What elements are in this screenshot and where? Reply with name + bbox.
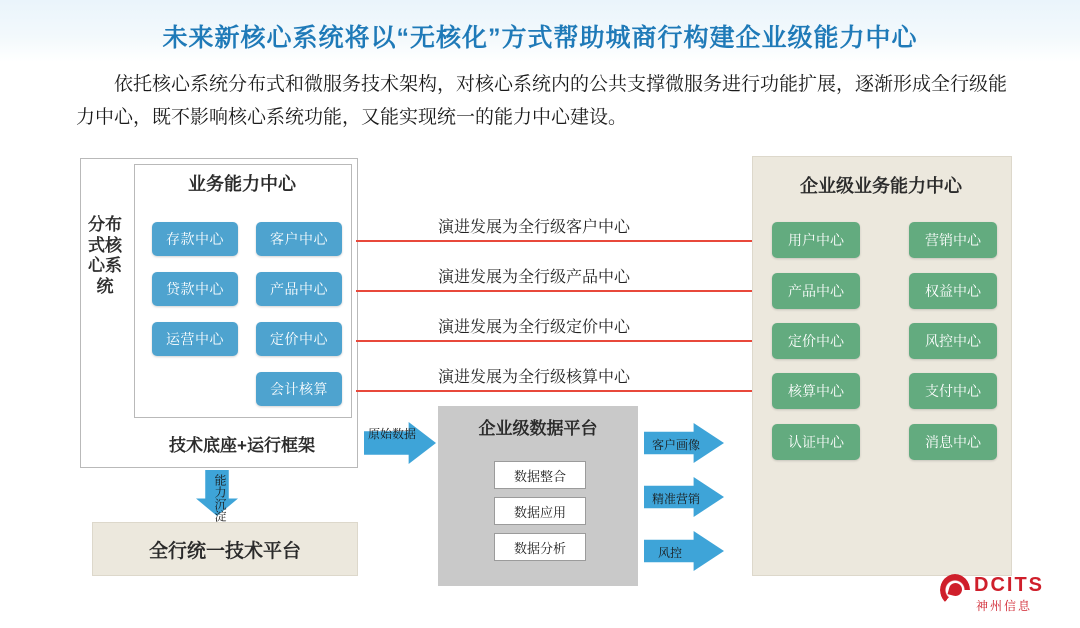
enterprise-capability-title: 企业级业务能力中心: [800, 176, 962, 196]
ent-auth-center[interactable]: [772, 424, 860, 460]
capability-pricing-label: 定价中心: [270, 331, 328, 347]
dp-item-analysis[interactable]: [494, 533, 586, 561]
ent-auth-center-label: 认证中心: [788, 434, 844, 450]
page-title: 未来新核心系统将以“无核化”方式帮助城商行构建企业级能力中心: [162, 24, 918, 52]
ent-accounting-center[interactable]: [772, 373, 860, 409]
risk-control-arrow: [644, 531, 724, 571]
ent-pricing-center[interactable]: [772, 323, 860, 359]
ent-accounting-center-label: 核算中心: [788, 383, 844, 399]
ent-risk-center-label: 风控中心: [925, 333, 981, 349]
capability-deposit[interactable]: [152, 222, 238, 256]
business-capability-title: 业务能力中心: [188, 174, 296, 194]
ent-message-center-label: 消息中心: [925, 434, 981, 450]
enterprise-data-platform-title: 企业级数据平台: [478, 419, 598, 438]
ent-user-center-label: 用户中心: [788, 232, 844, 248]
capability-precipitation-label: 能力沉淀: [213, 474, 227, 522]
capability-customer-label: 客户中心: [270, 231, 328, 247]
evolution-arrow-product: [356, 290, 760, 292]
arrow-label-customer: 演进发展为全行级客户中心: [438, 219, 631, 236]
company-logo: [940, 572, 1064, 616]
ent-pricing-center-label: 定价中心: [788, 333, 844, 349]
ent-risk-center[interactable]: [909, 323, 997, 359]
dp-item-integration[interactable]: [494, 461, 586, 489]
dp-item-application[interactable]: [494, 497, 586, 525]
capability-operation-label: 运营中心: [166, 331, 224, 347]
distributed-core-label: 分布式核心系统: [88, 215, 122, 297]
capability-product-label: 产品中心: [270, 281, 328, 297]
enterprise-capability-panel: [752, 156, 1012, 576]
capability-operation[interactable]: [152, 322, 238, 356]
capability-pricing[interactable]: [256, 322, 342, 356]
ent-payment-center-label: 支付中心: [925, 383, 981, 399]
evolution-arrow-customer: [356, 240, 760, 242]
intro-paragraph: 依托核心系统分布式和微服务技术架构，对核心系统内的公共支撑微服务进行功能扩展，逐渐形成全行级能力中心，既不影响核心系统功能，又能实现统一的能力中心建设。: [76, 74, 1008, 129]
capability-deposit-label: 存款中心: [166, 231, 224, 247]
capability-loan-label: 贷款中心: [166, 281, 224, 297]
ent-rights-center[interactable]: [909, 273, 997, 309]
ent-marketing-center[interactable]: [909, 222, 997, 258]
ent-marketing-center-label: 营销中心: [925, 232, 981, 248]
tech-base-label: 技术底座+运行框架: [169, 435, 315, 455]
ent-user-center[interactable]: [772, 222, 860, 258]
dp-item-application-label: 数据应用: [513, 504, 566, 520]
logo-text: DCITS: [974, 574, 1044, 596]
capability-customer[interactable]: [256, 222, 342, 256]
raw-data-label: 原始数据: [368, 427, 417, 441]
capability-accounting[interactable]: [256, 372, 342, 406]
evolution-arrow-accounting: [356, 390, 760, 392]
ent-product-center[interactable]: [772, 273, 860, 309]
arrow-label-accounting: 演进发展为全行级核算中心: [438, 369, 631, 386]
dp-item-integration-label: 数据整合: [513, 468, 566, 484]
ent-rights-center-label: 权益中心: [925, 283, 981, 299]
capability-accounting-label: 会计核算: [270, 381, 328, 397]
ent-product-center-label: 产品中心: [788, 283, 844, 299]
precision-marketing-label: 精准营销: [652, 492, 701, 506]
ent-message-center[interactable]: [909, 424, 997, 460]
ent-payment-center[interactable]: [909, 373, 997, 409]
logo-subtext: 神州信息: [976, 599, 1033, 613]
evolution-arrow-pricing: [356, 340, 760, 342]
arrow-label-product: 演进发展为全行级产品中心: [438, 269, 631, 286]
unified-tech-platform-label: 全行统一技术平台: [148, 540, 301, 562]
arrow-label-pricing: 演进发展为全行级定价中心: [438, 319, 631, 336]
customer-profile-label: 客户画像: [652, 438, 701, 452]
capability-loan[interactable]: [152, 272, 238, 306]
dp-item-analysis-label: 数据分析: [513, 540, 566, 556]
risk-control-label: 风控: [658, 546, 683, 560]
capability-product[interactable]: [256, 272, 342, 306]
unified-tech-platform: [92, 522, 358, 576]
